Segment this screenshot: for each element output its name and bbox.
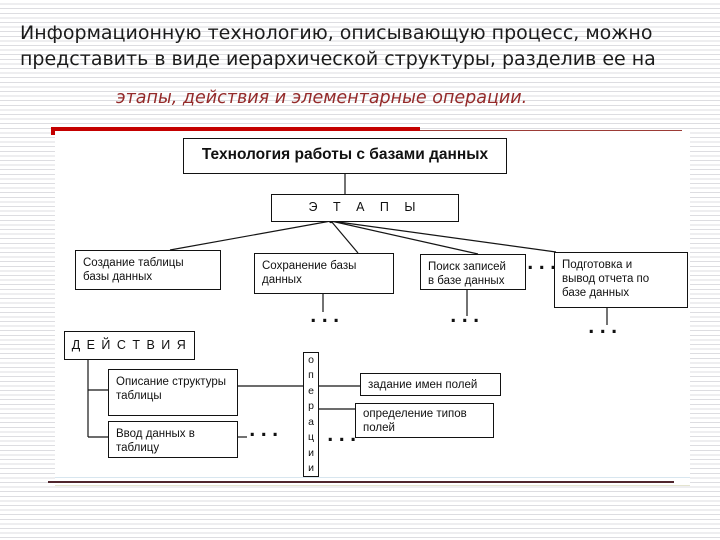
ellipsis-below-save-db: ...: [310, 307, 345, 327]
operations-box: о п е р а ц и и: [303, 352, 319, 477]
stage-box-create-table: Создание таблицы базы данных: [75, 250, 221, 290]
operation-box-field-types: определение типов полей: [355, 403, 494, 438]
slide-title: Информационную технологию, описывающую процесс, можно представить в виде иерархической структуры, разделив ее на: [20, 22, 656, 70]
root-box: Технология работы с базами данных: [183, 138, 507, 174]
ellipsis-after-enter-data: ...: [249, 421, 284, 441]
ellipsis-between-stages: ...: [527, 254, 562, 274]
footer-line: [48, 481, 674, 483]
stage-box-save-db: Сохранение базы данных: [254, 253, 394, 294]
ellipsis-below-search: ...: [450, 307, 485, 327]
action-box-describe-structure: Описание структуры таблицы: [108, 369, 238, 416]
operation-box-field-names: задание имен полей: [360, 373, 501, 396]
ellipsis-right-of-operations: ...: [327, 426, 362, 446]
footer-highlight-line: [55, 477, 690, 478]
ellipsis-below-report: ...: [588, 318, 623, 338]
stages-box: Э Т А П Ы: [271, 194, 459, 222]
stage-box-report-output: Подготовка и вывод отчета по базе данных: [554, 252, 688, 308]
footer-shadow-line: [55, 485, 690, 486]
slide-subtitle: этапы, действия и элементарные операции.: [116, 88, 528, 108]
actions-box: Д Е Й С Т В И Я: [64, 331, 195, 360]
stage-box-search-records: Поиск записей в базе данных: [420, 254, 526, 290]
action-box-enter-data: Ввод данных в таблицу: [108, 421, 238, 458]
